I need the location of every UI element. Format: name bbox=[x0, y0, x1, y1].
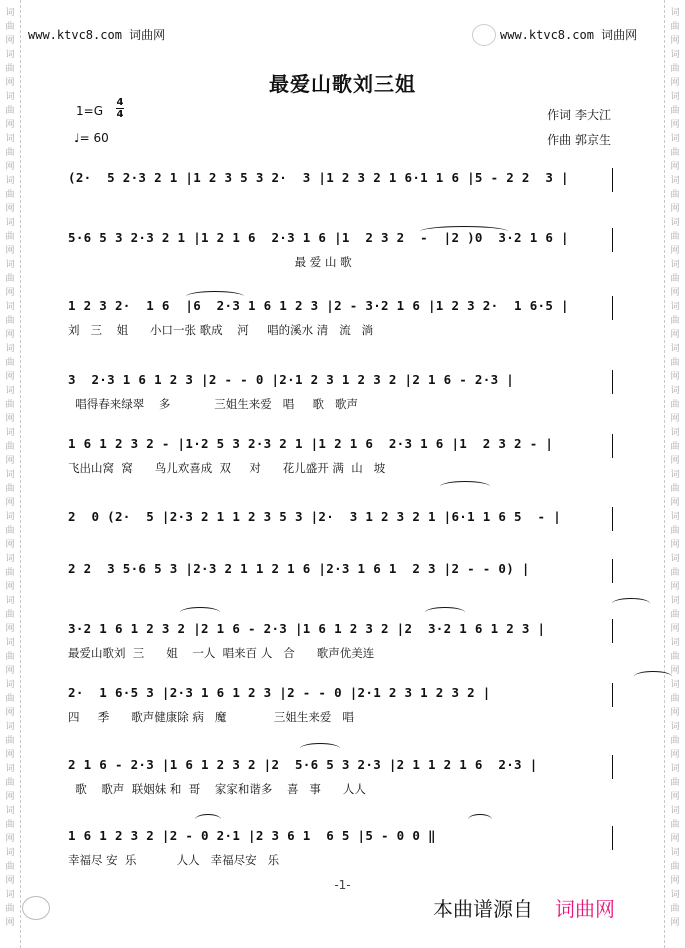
notation-line: 3·2 1 6 1 2 3 2 |2 1 6 - 2·3 |1 6 1 2 3 2 |2 3·2 1 6 1 2 3 | bbox=[68, 621, 546, 636]
system-barline bbox=[612, 228, 613, 252]
watermark-char: 词 bbox=[5, 260, 15, 270]
watermark-char: 网 bbox=[5, 834, 15, 844]
lyric-line: 飞出山窝 窝 鸟儿欢喜成 双 对 花儿盛开 满 山 坡 bbox=[68, 461, 386, 475]
tie-slur bbox=[300, 743, 340, 754]
notation-line: 1 2 3 2· 1 6 |6 2·3 1 6 1 2 3 |2 - 3·2 1 6 |1 2 3 2· 1 6·5 | bbox=[68, 298, 569, 313]
composer-credit: 作曲 郭京生 bbox=[547, 133, 611, 147]
watermark-char: 网 bbox=[670, 498, 680, 508]
watermark-char: 曲 bbox=[670, 862, 680, 872]
watermark-char: 词 bbox=[670, 596, 680, 606]
watermark-char: 网 bbox=[670, 918, 680, 928]
watermark-char: 网 bbox=[670, 36, 680, 46]
music-system bbox=[68, 230, 613, 300]
watermark-char: 曲 bbox=[670, 316, 680, 326]
lyric-line: 唱得春来绿翠 多 三姐生来爱 唱 歌 歌声 bbox=[68, 397, 359, 411]
system-barline bbox=[612, 434, 613, 458]
watermark-char: 网 bbox=[5, 78, 15, 88]
watermark-char: 曲 bbox=[5, 274, 15, 284]
watermark-char: 词 bbox=[5, 512, 15, 522]
watermark-char: 曲 bbox=[670, 64, 680, 74]
watermark-char: 网 bbox=[670, 204, 680, 214]
watermark-char: 词 bbox=[5, 344, 15, 354]
watermark-char: 网 bbox=[5, 540, 15, 550]
watermark-char: 网 bbox=[670, 792, 680, 802]
watermark-char: 曲 bbox=[5, 400, 15, 410]
watermark-char: 网 bbox=[5, 414, 15, 424]
watermark-char: 词 bbox=[670, 260, 680, 270]
watermark-char: 词 bbox=[5, 92, 15, 102]
watermark-char: 曲 bbox=[670, 610, 680, 620]
watermark-char: 曲 bbox=[5, 526, 15, 536]
tempo-marking: ♩= 60 bbox=[74, 131, 109, 145]
watermark-char: 词 bbox=[5, 302, 15, 312]
watermark-char: 曲 bbox=[670, 820, 680, 830]
watermark-char: 词 bbox=[5, 428, 15, 438]
watermark-char: 曲 bbox=[5, 190, 15, 200]
watermark-char: 网 bbox=[5, 918, 15, 928]
notation-line: 1 6 1 2 3 2 - |1·2 5 3 2·3 2 1 |1 2 1 6 2·3 1 6 |1 2 3 2 - | bbox=[68, 436, 554, 451]
watermark-char: 词 bbox=[5, 764, 15, 774]
watermark-char: 词 bbox=[670, 722, 680, 732]
source-attribution bbox=[433, 893, 615, 922]
watermark-char: 词 bbox=[5, 554, 15, 564]
watermark-char: 词 bbox=[5, 722, 15, 732]
watermark-char: 曲 bbox=[670, 694, 680, 704]
tie-slur bbox=[195, 814, 221, 825]
watermark-char: 词 bbox=[670, 848, 680, 858]
watermark-char: 网 bbox=[670, 708, 680, 718]
music-system bbox=[68, 372, 613, 442]
watermark-char: 曲 bbox=[5, 484, 15, 494]
lyric-line: 四 季 歌声健康除 病 魔 三姐生来爱 唱 bbox=[68, 710, 354, 724]
watermark-char: 网 bbox=[5, 120, 15, 130]
watermark-char: 网 bbox=[670, 834, 680, 844]
watermark-char: 网 bbox=[5, 750, 15, 760]
system-barline bbox=[612, 619, 613, 643]
header-right-site[interactable]: 词曲网 bbox=[601, 28, 638, 42]
header-right[interactable] bbox=[500, 26, 637, 46]
tie-slur bbox=[425, 607, 465, 618]
watermark-char: 词 bbox=[670, 554, 680, 564]
watermark-char: 词 bbox=[670, 764, 680, 774]
watermark-char: 曲 bbox=[670, 22, 680, 32]
watermark-char: 网 bbox=[670, 750, 680, 760]
header-left[interactable] bbox=[28, 26, 165, 46]
watermark-char: 曲 bbox=[670, 904, 680, 914]
header-left-url[interactable]: www.ktvc8.com bbox=[28, 28, 122, 42]
watermark-char: 词 bbox=[5, 50, 15, 60]
watermark-char: 词 bbox=[670, 302, 680, 312]
watermark-char: 网 bbox=[5, 708, 15, 718]
tie-slur bbox=[420, 226, 508, 237]
watermark-char: 词 bbox=[670, 428, 680, 438]
watermark-char: 网 bbox=[5, 330, 15, 340]
watermark-char: 曲 bbox=[5, 316, 15, 326]
system-barline bbox=[612, 370, 613, 394]
watermark-char: 词 bbox=[670, 92, 680, 102]
watermark-char: 词 bbox=[670, 8, 680, 18]
watermark-char: 网 bbox=[5, 624, 15, 634]
watermark-char: 网 bbox=[5, 246, 15, 256]
watermark-char: 网 bbox=[670, 876, 680, 886]
time-signature bbox=[116, 97, 124, 120]
watermark-char: 曲 bbox=[5, 694, 15, 704]
watermark-char: 词 bbox=[670, 218, 680, 228]
watermark-char: 网 bbox=[5, 372, 15, 382]
watermark-char: 曲 bbox=[5, 610, 15, 620]
watermark-char: 网 bbox=[670, 288, 680, 298]
watermark-char: 词 bbox=[5, 848, 15, 858]
music-system bbox=[68, 621, 613, 691]
watermark-char: 网 bbox=[5, 582, 15, 592]
watermark-char: 曲 bbox=[5, 106, 15, 116]
notation-line: 5·6 5 3 2·3 2 1 |1 2 1 6 2·3 1 6 |1 2 3 2 - |2 )0 3·2 1 6 | bbox=[68, 230, 569, 245]
watermark-char: 词 bbox=[670, 386, 680, 396]
left-margin-watermark bbox=[0, 0, 21, 948]
music-system bbox=[68, 685, 613, 755]
lyric-line: 歌 歌声 联姻妹 和 哥 家家和谐多 喜 事 人人 bbox=[68, 782, 366, 796]
watermark-char: 网 bbox=[670, 120, 680, 130]
watermark-char: 词 bbox=[5, 8, 15, 18]
notation-line: 3 2·3 1 6 1 2 3 |2 - - 0 |2·1 2 3 1 2 3 2 |2 1 6 - 2·3 | bbox=[68, 372, 515, 387]
watermark-char: 网 bbox=[5, 498, 15, 508]
watermark-char: 曲 bbox=[5, 904, 15, 914]
watermark-char: 曲 bbox=[670, 400, 680, 410]
watermark-char: 曲 bbox=[5, 22, 15, 32]
header-right-url[interactable]: www.ktvc8.com bbox=[500, 28, 594, 42]
watermark-char: 曲 bbox=[5, 862, 15, 872]
system-barline bbox=[612, 168, 613, 192]
lyric-line: 刘 三 姐 小口一张 歌成 河 唱的溪水 清 流 淌 bbox=[68, 323, 374, 337]
watermark-char: 网 bbox=[670, 246, 680, 256]
watermark-char: 网 bbox=[670, 540, 680, 550]
tie-slur bbox=[186, 291, 244, 302]
watermark-char: 词 bbox=[5, 638, 15, 648]
watermark-char: 网 bbox=[670, 582, 680, 592]
watermark-char: 曲 bbox=[5, 442, 15, 452]
system-barline bbox=[612, 755, 613, 779]
watermark-char: 曲 bbox=[670, 484, 680, 494]
time-sig-denominator: 4 bbox=[116, 109, 124, 120]
watermark-char: 网 bbox=[670, 624, 680, 634]
watermark-char: 曲 bbox=[5, 148, 15, 158]
watermark-char: 曲 bbox=[670, 190, 680, 200]
watermark-char: 网 bbox=[670, 456, 680, 466]
watermark-char: 词 bbox=[5, 176, 15, 186]
watermark-char: 网 bbox=[670, 414, 680, 424]
lyric-line: 最 爱 山 歌 bbox=[68, 255, 352, 269]
notation-line: 2 2 3 5·6 5 3 |2·3 2 1 1 2 1 6 |2·3 1 6 1 2 3 |2 - - 0) | bbox=[68, 561, 530, 576]
watermark-char: 词 bbox=[670, 344, 680, 354]
key-signature: 1=G bbox=[76, 104, 103, 118]
watermark-char: 词 bbox=[670, 176, 680, 186]
music-system bbox=[68, 757, 613, 827]
watermark-char: 网 bbox=[5, 288, 15, 298]
watermark-char: 曲 bbox=[670, 568, 680, 578]
watermark-char: 曲 bbox=[5, 358, 15, 368]
watermark-char: 网 bbox=[670, 666, 680, 676]
watermark-char: 曲 bbox=[5, 778, 15, 788]
watermark-char: 词 bbox=[670, 680, 680, 690]
system-barline bbox=[612, 507, 613, 531]
watermark-char: 词 bbox=[670, 638, 680, 648]
watermark-char: 曲 bbox=[670, 274, 680, 284]
watermark-char: 曲 bbox=[670, 106, 680, 116]
watermark-char: 词 bbox=[5, 218, 15, 228]
site-logo-icon bbox=[472, 24, 496, 46]
notation-line: 2· 1 6·5 3 |2·3 1 6 1 2 3 |2 - - 0 |2·1 2 3 1 2 3 2 | bbox=[68, 685, 491, 700]
watermark-char: 词 bbox=[670, 50, 680, 60]
watermark-char: 网 bbox=[5, 792, 15, 802]
watermark-char: 词 bbox=[670, 470, 680, 480]
notation-line: (2· 5 2·3 2 1 |1 2 3 5 3 2· 3 |1 2 3 2 1 6·1 1 6 |5 - 2 2 3 | bbox=[68, 170, 569, 185]
time-sig-numerator: 4 bbox=[116, 97, 124, 108]
header-left-site[interactable]: 词曲网 bbox=[129, 28, 166, 42]
watermark-char: 词 bbox=[5, 680, 15, 690]
music-system bbox=[68, 298, 613, 368]
music-system bbox=[68, 436, 613, 506]
source-site[interactable]: 词曲网 bbox=[555, 897, 615, 921]
source-prefix: 本曲谱源自 bbox=[433, 897, 533, 921]
watermark-char: 网 bbox=[670, 78, 680, 88]
lyric-line: 最爱山歌刘 三 姐 一人 唱来百 人 合 歌声优美连 bbox=[68, 646, 375, 660]
tie-slur bbox=[180, 607, 220, 618]
watermark-char: 网 bbox=[5, 204, 15, 214]
notation-line: 2 1 6 - 2·3 |1 6 1 2 3 2 |2 5·6 5 3 2·3 |2 1 1 2 1 6 2·3 | bbox=[68, 757, 538, 772]
system-barline bbox=[612, 683, 613, 707]
notation-line: 1 6 1 2 3 2 |2 - 0 2·1 |2 3 6 1 6 5 |5 - 0 0 ‖ bbox=[68, 828, 436, 843]
song-title: 最爱山歌刘三姐 bbox=[269, 72, 416, 96]
watermark-char: 曲 bbox=[670, 232, 680, 242]
watermark-char: 曲 bbox=[670, 652, 680, 662]
watermark-char: 曲 bbox=[670, 736, 680, 746]
watermark-char: 曲 bbox=[670, 526, 680, 536]
tie-slur bbox=[612, 598, 650, 609]
notation-line: 2 0 (2· 5 |2·3 2 1 1 2 3 5 3 |2· 3 1 2 3 2 1 |6·1 1 6 5 - | bbox=[68, 509, 562, 524]
watermark-char: 曲 bbox=[670, 442, 680, 452]
watermark-char: 曲 bbox=[670, 148, 680, 158]
watermark-char: 词 bbox=[5, 806, 15, 816]
watermark-char: 词 bbox=[5, 470, 15, 480]
watermark-char: 网 bbox=[5, 666, 15, 676]
watermark-char: 曲 bbox=[5, 568, 15, 578]
watermark-char: 词 bbox=[670, 512, 680, 522]
watermark-char: 网 bbox=[5, 456, 15, 466]
watermark-char: 曲 bbox=[5, 652, 15, 662]
lyric-line: 幸福尽 安 乐 人人 幸福尽安 乐 bbox=[68, 853, 280, 867]
right-margin-watermark bbox=[664, 0, 685, 948]
system-barline bbox=[612, 559, 613, 583]
tie-slur bbox=[440, 481, 490, 492]
watermark-char: 网 bbox=[670, 162, 680, 172]
corner-logo-icon bbox=[22, 896, 50, 920]
tie-slur bbox=[634, 671, 672, 682]
watermark-char: 曲 bbox=[5, 232, 15, 242]
watermark-char: 词 bbox=[5, 890, 15, 900]
watermark-char: 网 bbox=[5, 876, 15, 886]
watermark-char: 网 bbox=[5, 162, 15, 172]
watermark-char: 网 bbox=[5, 36, 15, 46]
watermark-char: 词 bbox=[5, 134, 15, 144]
lyricist-credit: 作词 李大江 bbox=[547, 108, 611, 122]
page-number: -1- bbox=[334, 878, 351, 892]
watermark-char: 网 bbox=[670, 372, 680, 382]
watermark-char: 词 bbox=[670, 134, 680, 144]
watermark-char: 曲 bbox=[670, 778, 680, 788]
watermark-char: 曲 bbox=[5, 64, 15, 74]
watermark-char: 曲 bbox=[5, 820, 15, 830]
watermark-char: 词 bbox=[5, 386, 15, 396]
tie-slur bbox=[468, 814, 492, 825]
system-barline bbox=[612, 826, 613, 850]
system-barline bbox=[612, 296, 613, 320]
watermark-char: 词 bbox=[5, 596, 15, 606]
watermark-char: 曲 bbox=[670, 358, 680, 368]
watermark-char: 网 bbox=[670, 330, 680, 340]
watermark-char: 曲 bbox=[5, 736, 15, 746]
watermark-char: 词 bbox=[670, 890, 680, 900]
watermark-char: 词 bbox=[670, 806, 680, 816]
